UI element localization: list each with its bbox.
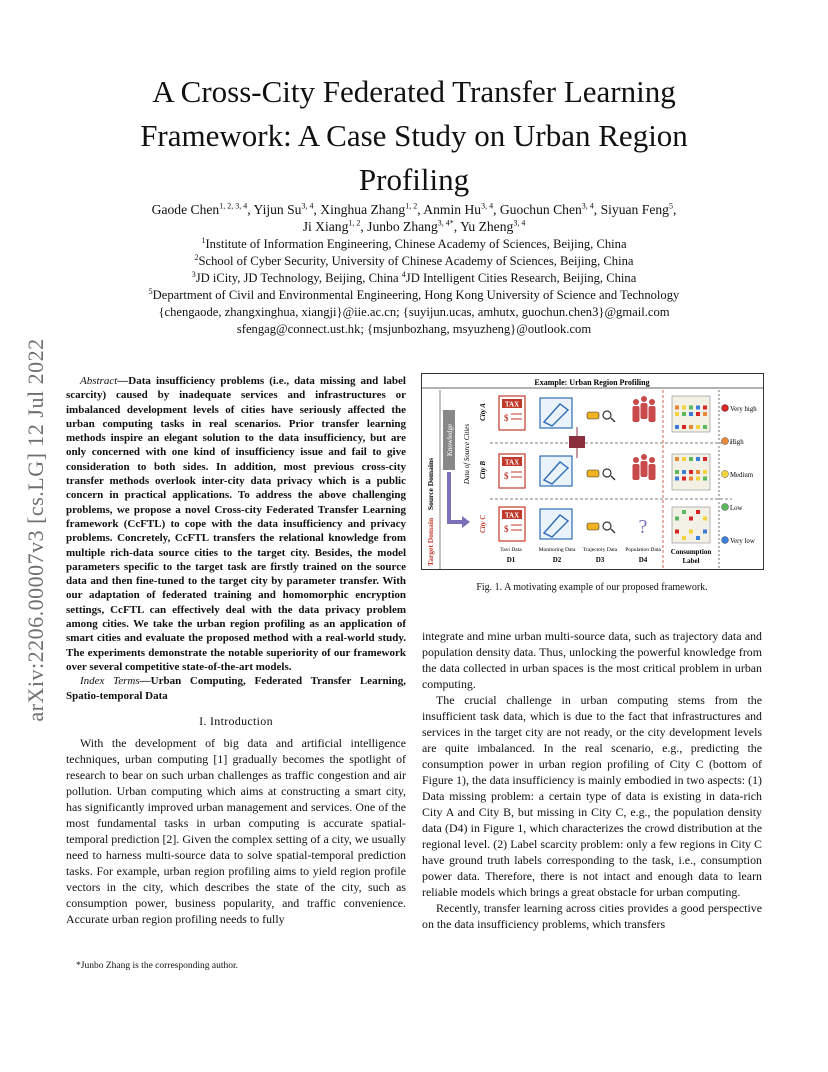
svg-text:$: $: [504, 524, 509, 534]
left-column: [66, 374, 406, 927]
affiliation-2: $^2$School of Cyber Security, University of Chinese Academy of Sciences, Beijing, China: [194, 252, 634, 268]
author-affiliation-marks: 1, 2: [348, 218, 361, 228]
legend-item: [722, 438, 745, 447]
index-terms: Index Terms—Urban Computing, Federated Transfer Learning, Spatio-temporal Data: [66, 675, 406, 702]
legend-item: [722, 405, 758, 414]
target-domain-label: Target Domain: [426, 517, 435, 567]
knowledge-label: Knowledge: [446, 423, 454, 457]
legend-item: [722, 504, 743, 513]
right-paragraph-0: integrate and mine urban multi-source data, such as trajectory data and population density data. Thus, unlocking the powerful knowledge from the data collected in urban spaces is the most critical problem in urban computing.: [422, 629, 762, 691]
affiliations: [70, 236, 758, 338]
author-affiliation-marks: 5: [668, 201, 673, 211]
taxi-data-icon: [499, 507, 525, 541]
author-affiliation-marks: 3, 4*: [437, 218, 454, 228]
figure-title: Example: Urban Region Profiling: [534, 378, 650, 387]
author-affiliation-marks: 3, 4: [581, 201, 594, 211]
author-name: Yijun Su: [253, 202, 302, 217]
col-id-d1: D1: [506, 556, 516, 564]
monitoring-data-icon: [540, 456, 572, 486]
author-list: [70, 201, 758, 235]
affiliation-1: $^1$Institute of Information Engineering, Chinese Academy of Sciences, Beijing, China: [201, 235, 627, 251]
abstract: Abstract—Data insufficiency problems (i.e., data missing and label scarcity) caused by inadequate services and infrastructures or imbalanced development levels of cities have seriously affected the urban computing tasks in real scenarios. Prior transfer learning methods inspire an elegant solution to the data insufficiency, but are only concerned with one kind of insufficiency issue and fail to give consideration to both sides. In addition, most previous cross-city transfer methods overlook inter-city data privacy which is a public concern in practical applications. To address the above challenging problems, we propose a novel Cross-city Federated Transfer Learning framework (CcFTL) to cope with the data insufficiency and privacy problems. Concretely, CcFTL transfers the relational knowledge from multiple rich-data source cities to the target city. Besides, the model parameters specific to the target task are firstly trained on the source data and then fine-tuned to the target city by parameter transfer. With our adaptation of federated training and homomorphic encryption settings, CcFTL can effectively deal with the data privacy problem among cities. We take the urban region profiling as an application of smart cities and evaluate the proposed method with a real-world study. The experiments demonstrate the notable superiority of our framework over several competitive state-of-the-art models.: [66, 375, 406, 673]
abstract-label: Abstract: [80, 375, 118, 387]
author-name: Ji Xiang: [302, 219, 349, 234]
right-column: [422, 628, 762, 932]
city-b-label: City B: [479, 460, 487, 480]
legend-item: [722, 471, 754, 480]
trajectory-data-icon: [587, 411, 615, 422]
col-id-d2: D2: [552, 556, 562, 564]
emails-2: sfengag@connect.ust.hk; {msjunbozhang, msyuzheng}@outlook.com: [236, 322, 592, 336]
city-c-label: City C: [479, 514, 487, 534]
author-name: Guochun Chen: [499, 202, 582, 217]
population-data-icon: [633, 396, 656, 422]
legend-swatch: [722, 537, 729, 544]
legend-label: Low: [730, 505, 743, 512]
transfer-arrow: [449, 472, 462, 522]
consumption-map-icon: [672, 507, 710, 543]
trajectory-data-icon: [587, 469, 615, 480]
right-paragraph-2: Recently, transfer learning across cities provides a good perspective on the data insufficiency problems, which transfers: [422, 901, 762, 931]
author-name: Anmin Hu: [423, 202, 482, 217]
emails-1: {chengaode, zhangxinghua, xiangji}@iie.ac.cn; {suyijun.ucas, amhutx, guochun.chen3}@gmail.com: [158, 305, 670, 319]
paper-title: A Cross-City Federated Transfer Learning Framework: A Case Study on Urban Region Profiling: [140, 74, 688, 197]
author-name: Junbo Zhang: [367, 219, 438, 234]
source-domains-label: Source Domains: [426, 457, 435, 511]
legend-label: Medium: [730, 472, 754, 479]
monitoring-data-icon: [540, 398, 572, 428]
legend-swatch: [722, 471, 729, 478]
label-label: Label: [682, 557, 700, 565]
author-name: Xinghua Zhang: [320, 202, 406, 217]
tax-label: TAX: [504, 458, 520, 467]
legend-swatch: [722, 504, 729, 511]
taxi-data-icon: [499, 454, 525, 488]
col-label-trajectory: Trajectory Data: [582, 547, 618, 553]
author-line-2: Ji Xiang$^{1, 2}$, Junbo Zhang$^{3, 4*}$, Yu Zheng$^{3, 4}$: [302, 218, 526, 234]
legend-label: Very low: [730, 538, 755, 545]
legend-label: High: [730, 439, 744, 446]
svg-text:$: $: [504, 471, 509, 481]
col-label-population: Population Data: [625, 547, 661, 553]
tax-label: TAX: [504, 511, 520, 520]
author-line-1: Gaode Chen$^{1, 2, 3, 4}$, Yijun Su$^{3, 4}$, Xinghua Zhang$^{1, 2}$, Anmin Hu$^{3, 4}$, Guochun Chen$^{3, 4}$, Siyuan Feng$^5$,: [151, 201, 677, 217]
tax-label: TAX: [504, 400, 520, 409]
author-affiliation-marks: 1, 2: [405, 201, 418, 211]
author-affiliation-marks: 3, 4: [301, 201, 314, 211]
monitoring-data-icon: [540, 509, 572, 539]
consumption-label: Consumption: [670, 548, 712, 556]
svg-text:$: $: [504, 413, 509, 423]
consumption-map-icon: [672, 396, 710, 432]
author-affiliation-marks: 1, 2, 3, 4: [219, 201, 248, 211]
section-heading-introduction: I. Introduction: [199, 713, 273, 728]
author-name: Yu Zheng: [460, 219, 514, 234]
affiliation-3-4: $^3$JD iCity, JD Technology, Beijing, China $^4$JD Intelligent Cities Research, Beijing, China: [191, 269, 637, 285]
col-id-d4: D4: [638, 556, 648, 564]
legend-label: Very high: [730, 406, 757, 413]
right-paragraph-1: The crucial challenge in urban computing stems from the insufficient task data, which is due to the fact that infrastructures and services in the target city are not ready, or the city development levels are quite imbalanced. In the real scenario, e.g., predicting the consumption power in urban region profiling of City C (bottom of Figure 1), the data insufficiency is mainly embodied in two aspects: (1) Data missing problem: a certain type of data is existing in data-rich City A and City B, but missing in City C, e.g., the population density data (D4) in Figure 1, which characterizes the crowd distribution at the regional level. (2) Label scarcity problem: only a few regions in City C have ground truth labels corresponding to the task, i.e., consumption power data. Therefore, there is not intact and enough data to learn reliable models which brings a great obstacle for urban computing.: [422, 693, 762, 899]
col-label-monitoring: Monitoring Data: [538, 547, 576, 553]
population-data-icon: [633, 454, 656, 480]
col-label-taxi: Taxi Data: [500, 547, 522, 553]
city-a-label: City A: [479, 403, 487, 421]
intro-paragraph-1: With the development of big data and artificial intelligence techniques, urban computing [1] gradually becomes the spotlight of research to bear on such urban challenges as traffic congestion and air pollution. Urban computing which aims at constructing a smart city, has significantly improved urban management and services. One of the most fundamental tasks in urban computing is accurate spatial-temporal prediction [2]. Given the complex setting of a city, we usually need to harness multi-source data to solve spatial-temporal prediction tasks. For example, urban region profiling aims to yield region profile vectors in the city, which describes the state of the city, such as consumption power, business popularity, and traffic convenience. Accurate urban region profiling needs to fully: [66, 735, 406, 926]
figure-caption: Fig. 1. A motivating example of our proposed framework.: [476, 582, 708, 593]
transfer-arrow-head: [462, 516, 470, 528]
author-affiliation-marks: 3, 4: [481, 201, 494, 211]
missing-population-icon: ?: [638, 516, 648, 538]
col-id-d3: D3: [595, 556, 605, 564]
author-name: Gaode Chen: [151, 202, 220, 217]
author-name: Siyuan Feng: [600, 202, 669, 217]
legend-item: [722, 537, 755, 546]
trajectory-data-icon: [587, 522, 615, 533]
data-of-source-label: Data of Source Cities: [463, 423, 471, 485]
legend-swatch: [722, 405, 729, 412]
consumption-map-icon: [672, 454, 710, 490]
legend-swatch: [722, 438, 729, 445]
figure-1: [421, 373, 764, 570]
footnote: *Junbo Zhang is the corresponding author.: [76, 961, 239, 971]
arxiv-identifier: arXiv:2206.00007v3 [cs.LG] 12 Jul 2022: [23, 338, 48, 722]
author-affiliation-marks: 3, 4: [513, 218, 526, 228]
affiliation-5: $^5$Department of Civil and Environmental Engineering, Hong Kong University of Science and Technology: [148, 286, 680, 302]
taxi-data-icon: [499, 396, 525, 430]
